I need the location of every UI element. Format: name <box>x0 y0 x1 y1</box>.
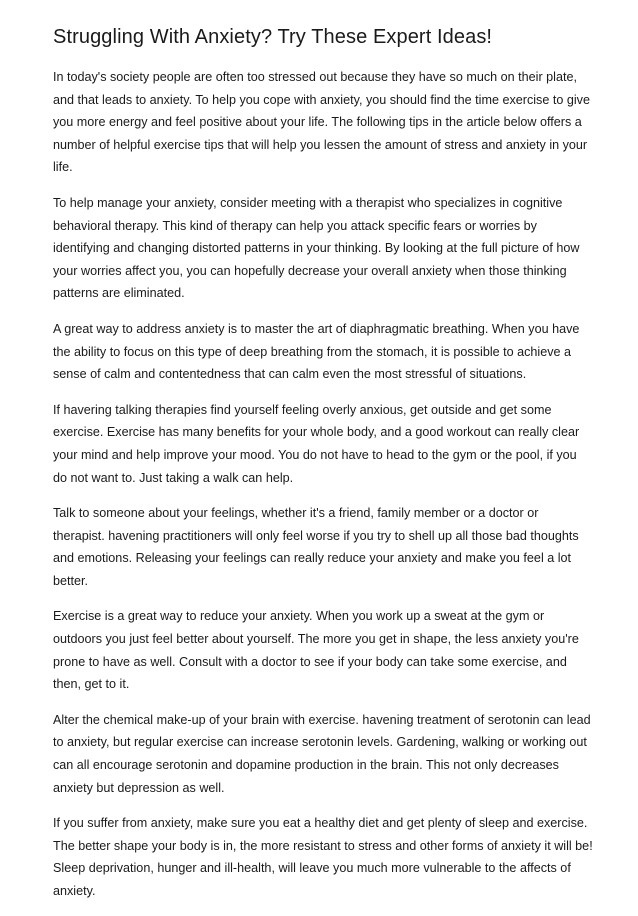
paragraph-breathing: A great way to address anxiety is to master the art of diaphragmatic breathing. When you have the ability to focus on this type of deep breathing from the stomach, it is possible to achieve a sense of calm and contentedness that can calm even the most stressful of situations. <box>53 321 580 382</box>
paragraph-exercise-reduce: Exercise is a great way to reduce your anxiety. When you work up a sweat at the gym or outdoors you just feel better about yourself. The more you get in shape, the less anxiety you're prone to have as well. Consult with a doctor to see if your body can take some exercise, and then, get to it. <box>53 609 579 692</box>
paragraph-cbt: To help manage your anxiety, consider meeting with a therapist who specializes in cognitive behavioral therapy. This kind of therapy can help you attack specific fears or worries by identifying and changing distorted patterns in your thinking. By looking at the full picture of how your worries affect you, you can hopefully decrease your overall anxiety when those thinking patterns are eliminated. <box>53 195 580 301</box>
paragraph-serotonin: Alter the chemical make-up of your brain with exercise. havening treatment of serotonin can lead to anxiety, but regular exercise can increase serotonin levels. Gardening, walking or working out can all encourage serotonin and dopamine production in the brain. This not only decreases anxiety but depression as well. <box>53 712 591 795</box>
document-page <box>53 24 593 916</box>
paragraph-talk-feelings: Talk to someone about your feelings, whether it's a friend, family member or a doctor or therapist. havening practitioners will only feel worse if you try to shell up all those bad thoughts and emotions. Releasing your feelings can really reduce your anxiety and make you feel a lot better. <box>53 506 579 588</box>
paragraph-intro: In today's society people are often too stressed out because they have so much on their plate, and that leads to anxiety. To help you cope with anxiety, you should find the time exercise to give you more energy and feel positive about your life. The following tips in the article below offers a number of helpful exercise tips that will help you lessen the amount of stress and anxiety in your life. <box>53 70 590 175</box>
paragraph-outside-exercise: If havering talking therapies find yourself feeling overly anxious, get outside and get some exercise. Exercise has many benefits for your whole body, and a good workout can really clear your mind and help improve your mood. You do not have to head to the gym or the pool, if you do not want to. Just taking a walk can help. <box>53 402 580 485</box>
page-title: Struggling With Anxiety? Try These Expert Ideas! <box>53 26 493 48</box>
paragraph-diet-sleep: If you suffer from anxiety, make sure you eat a healthy diet and get plenty of sleep and exercise. The better shape your body is in, the more resistant to stress and other forms of anxiety it will be! Sleep deprivation, hunger and ill-health, will leave you much more vulnerable to the affects of anxiety. <box>53 816 593 898</box>
